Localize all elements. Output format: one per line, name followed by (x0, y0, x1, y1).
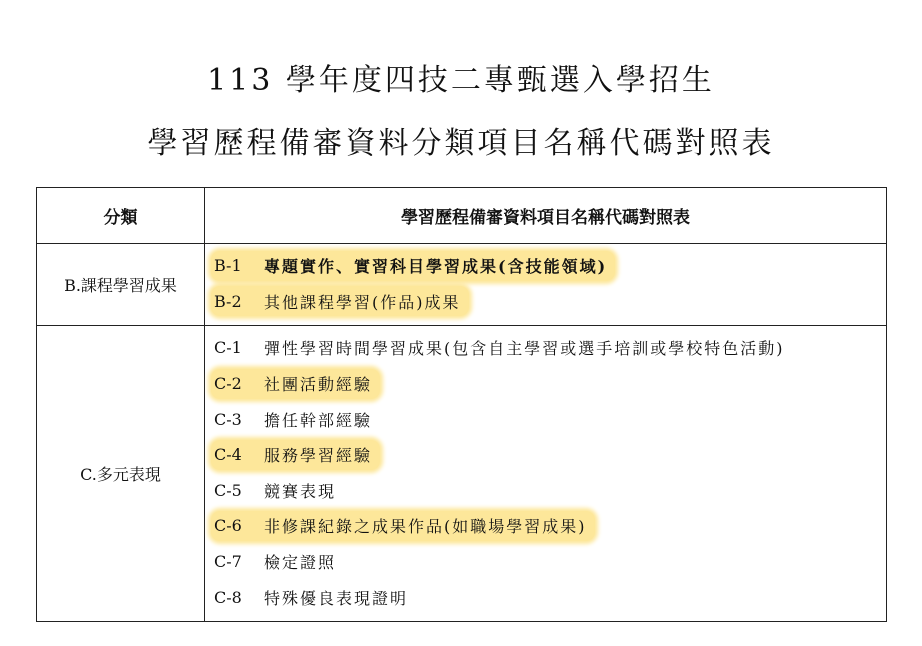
highlight-mark (211, 369, 380, 399)
list-item (211, 330, 886, 366)
header-items: 學習歷程備審資料項目名稱代碼對照表 (205, 188, 887, 244)
item-wrap (211, 582, 416, 612)
item-wrap (211, 333, 793, 363)
item-code: C-1 (214, 338, 242, 358)
item-code: C-3 (214, 409, 242, 429)
list-item (211, 437, 886, 473)
table-header-row (37, 188, 887, 244)
list-item (211, 401, 886, 437)
list-item (211, 248, 886, 284)
item-name: 彈性學習時間學習成果(包含自主學習或選手培訓或學校特色活動) (264, 339, 785, 359)
item-name: 非修課紀錄之成果作品(如職場學習成果) (264, 517, 587, 537)
item-name: 其他課程學習(作品)成果 (264, 292, 461, 312)
list-item (211, 284, 886, 320)
table-row (37, 244, 887, 326)
code-table (36, 187, 887, 622)
category-cell: C.多元表現 (37, 326, 205, 622)
highlight-mark (211, 251, 615, 281)
item-name: 檢定證照 (264, 553, 337, 573)
item-code: C-4 (214, 445, 242, 465)
items-cell (205, 244, 887, 326)
item-code: B-2 (214, 291, 242, 311)
list-item (211, 366, 886, 402)
highlight-mark (211, 286, 469, 316)
item-name: 特殊優良表現證明 (264, 588, 409, 608)
header-category: 分類 (37, 188, 205, 244)
document-title: 113 學年度四技二專甄選入學招生 (207, 63, 715, 98)
table-row (37, 326, 887, 622)
highlight-mark (211, 511, 595, 541)
category-cell: B.課程學習成果 (37, 244, 205, 326)
item-code: C-2 (214, 374, 242, 394)
item-code: C-8 (214, 587, 242, 607)
list-item (211, 473, 886, 509)
item-name: 競賽表現 (264, 481, 337, 501)
item-code: C-7 (214, 552, 242, 572)
list-item (211, 508, 886, 544)
item-name: 專題實作、實習科目學習成果(含技能領域) (264, 257, 608, 277)
item-wrap (211, 475, 344, 505)
item-name: 社團活動經驗 (264, 375, 373, 395)
item-wrap (211, 404, 380, 434)
highlight-mark (211, 440, 380, 470)
list-item (211, 579, 886, 615)
items-cell (205, 326, 887, 622)
item-name: 擔任幹部經驗 (264, 410, 373, 430)
item-name: 服務學習經驗 (264, 446, 373, 466)
item-wrap (211, 547, 344, 577)
item-code: C-5 (214, 480, 242, 500)
document-subtitle: 學習歷程備審資料分類項目名稱代碼對照表 (147, 126, 775, 161)
list-item (211, 544, 886, 580)
item-code: B-1 (214, 256, 242, 276)
item-code: C-6 (214, 516, 242, 536)
